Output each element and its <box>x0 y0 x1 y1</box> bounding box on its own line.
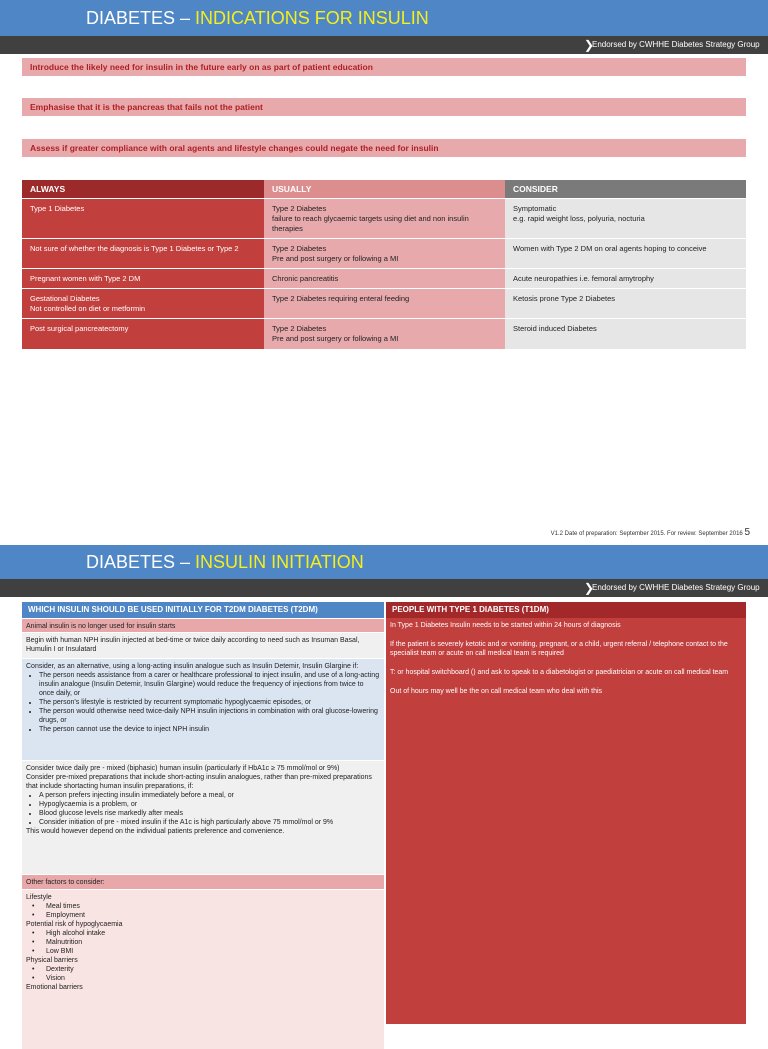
t1dm-header: PEOPLE WITH TYPE 1 DIABETES (T1DM) <box>386 602 746 618</box>
out-of-hours-note: Out of hours may well be the on call medical team who deal with this <box>390 688 603 695</box>
long-acting-section <box>22 658 384 760</box>
cell-always: Pregnant women with Type 2 DM <box>22 269 264 289</box>
hypo-risk-items <box>26 929 380 956</box>
header-always: ALWAYS <box>22 180 264 199</box>
list-item: • Employment <box>32 911 380 920</box>
emotional-barriers-label: Emotional barriers <box>26 984 83 991</box>
chevron-right-icon: ❯ <box>584 581 595 595</box>
list-item: • The person needs assistance from a carer or healthcare professional to inject insulin, and use of a long-acting insulin analogue (Insulin Detemir, Insulin Glargine) would reduce the frequency of injections from twice to once daily, or <box>39 671 380 698</box>
cell-usually: Type 2 Diabetes failure to reach glycaemic targets using diet and non insulin therapies <box>264 199 505 239</box>
cell-consider: Acute neuropathies i.e. femoral amytrophy <box>505 269 746 289</box>
page2-title-prefix: DIABETES – <box>86 552 196 572</box>
long-acting-criteria <box>26 671 380 734</box>
switchboard-note: T: or hospital switchboard () and ask to speak to a diabetologist or paediatrician or acute on call medical team <box>390 669 729 676</box>
page2-endorsement-bar <box>0 579 768 597</box>
page1-title-prefix: DIABETES – <box>86 8 196 28</box>
t2dm-insulin-panel <box>22 602 384 1049</box>
cell-always: Gestational Diabetes Not controlled on diet or metformin <box>22 289 264 319</box>
note-2: Emphasise that it is the pancreas that fails not the patient <box>22 98 746 116</box>
t1dm-start-note: In Type 1 Diabetes Insulin needs to be started within 24 hours of diagnosis <box>390 622 621 629</box>
premixed-section <box>22 760 384 874</box>
table-header-row <box>22 180 746 199</box>
t1dm-panel <box>386 602 746 1024</box>
cell-always: Post surgical pancreatectomy <box>22 319 264 349</box>
list-item: • Consider initiation of pre - mixed insulin if the A1c is high particularly above 75 mmol/mol or 9% <box>39 818 380 827</box>
hypo-risk-label: Potential risk of hypoglycaemia <box>26 921 123 928</box>
footer-text: V1.2 Date of preparation: September 2015. For review: September 2016 <box>550 531 743 537</box>
cell-usually: Type 2 Diabetes requiring enteral feeding <box>264 289 505 319</box>
table-row <box>22 199 746 239</box>
twice-daily-note: Consider twice daily pre - mixed (biphasic) human insulin (particularly if HbA1c ≥ 75 mmol/mol or 9%) <box>26 765 340 772</box>
list-item: • Blood glucose levels rise markedly after meals <box>39 809 380 818</box>
page2-endorsement-text: Endorsed by CWHHE Diabetes Strategy Group <box>592 583 760 592</box>
lifestyle-items <box>26 902 380 920</box>
page-number: 5 <box>744 527 750 538</box>
page2-title-banner <box>0 545 768 579</box>
list-item: • Dexterity <box>32 965 380 974</box>
page1-endorsement-bar <box>0 36 768 54</box>
page2-title <box>86 552 364 573</box>
page1-footer <box>551 527 750 538</box>
list-item: • The person's lifestyle is restricted by recurrent symptomatic hypoglycaemic episodes, or <box>39 698 380 707</box>
list-item: • The person cannot use the device to inject NPH insulin <box>39 725 380 734</box>
long-acting-intro: Consider, as an alternative, using a long-acting insulin analogue such as Insulin Detemir, Insulin Glargine if: <box>26 663 359 670</box>
other-factors-list <box>22 889 384 1049</box>
list-item: • A person prefers injecting insulin immediately before a meal, or <box>39 791 380 800</box>
physical-barriers-label: Physical barriers <box>26 957 78 964</box>
cell-consider: Steroid induced Diabetes <box>505 319 746 349</box>
chevron-right-icon: ❯ <box>584 38 595 52</box>
page1-title-highlight: INDICATIONS FOR INSULIN <box>195 8 429 28</box>
table-row <box>22 289 746 319</box>
header-usually: USUALLY <box>264 180 505 199</box>
t2dm-header: WHICH INSULIN SHOULD BE USED INITIALLY FOR T2DM DIABETES (T2DM) <box>22 602 384 618</box>
list-item: • High alcohol intake <box>32 929 380 938</box>
table-row <box>22 269 746 289</box>
cell-usually: Type 2 Diabetes Pre and post surgery or following a MI <box>264 239 505 269</box>
urgent-referral-note: If the patient is severely ketotic and or vomiting, pregnant, or a child, urgent referral / telephone contact to the specialist team or acute on call medical team is required <box>390 641 728 657</box>
premixed-intro: Consider pre-mixed preparations that include short-acting insulin analogues, rather than pre-mixed preparations that include shortacting human insulin preparations, if: <box>26 774 372 790</box>
table-row <box>22 239 746 269</box>
header-consider: CONSIDER <box>505 180 746 199</box>
begin-nph-note: Begin with human NPH insulin injected at bed-time or twice daily according to need such as Insuman Basal, Humulin I or Insulatard <box>22 632 384 658</box>
preference-note: This would however depend on the individual patients preference and convenience. <box>26 828 285 835</box>
note-1: Introduce the likely need for insulin in the future early on as part of patient education <box>22 58 746 76</box>
list-item: • Low BMI <box>32 947 380 956</box>
premixed-criteria <box>26 791 380 827</box>
page1-title-banner <box>0 0 768 36</box>
cell-consider: Symptomatic e.g. rapid weight loss, polyuria, nocturia <box>505 199 746 239</box>
list-item: • Hypoglycaemia is a problem, or <box>39 800 380 809</box>
note-3: Assess if greater compliance with oral agents and lifestyle changes could negate the need for insulin <box>22 139 746 157</box>
insulin-indications-table <box>22 180 746 349</box>
cell-usually: Chronic pancreatitis <box>264 269 505 289</box>
list-item: • Meal times <box>32 902 380 911</box>
cell-always: Type 1 Diabetes <box>22 199 264 239</box>
cell-usually: Type 2 Diabetes Pre and post surgery or following a MI <box>264 319 505 349</box>
physical-barrier-items <box>26 965 380 983</box>
table-row <box>22 319 746 349</box>
list-item: • The person would otherwise need twice-daily NPH insulin injections in combination with oral glucose-lowering drugs, or <box>39 707 380 725</box>
page1-title <box>86 8 429 29</box>
list-item: • Vision <box>32 974 380 983</box>
lifestyle-label: Lifestyle <box>26 894 52 901</box>
other-factors-header: Other factors to consider: <box>22 874 384 889</box>
cell-consider: Ketosis prone Type 2 Diabetes <box>505 289 746 319</box>
page2-title-highlight: INSULIN INITIATION <box>195 552 364 572</box>
cell-always: Not sure of whether the diagnosis is Type 1 Diabetes or Type 2 <box>22 239 264 269</box>
animal-insulin-note: Animal insulin is no longer used for insulin starts <box>22 618 384 632</box>
cell-consider: Women with Type 2 DM on oral agents hoping to conceive <box>505 239 746 269</box>
page1-endorsement-text: Endorsed by CWHHE Diabetes Strategy Group <box>592 40 760 49</box>
list-item: • Malnutrition <box>32 938 380 947</box>
